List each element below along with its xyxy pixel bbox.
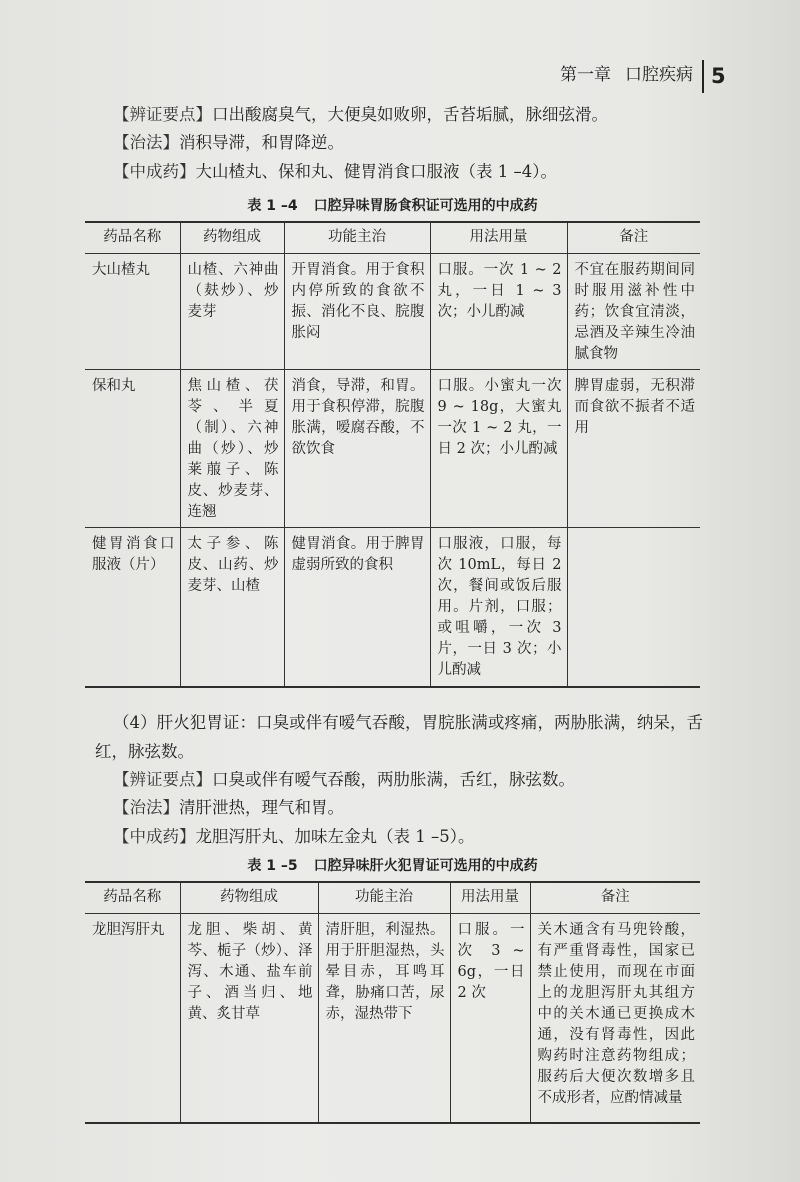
- usage-cell: 口服液，口服，每次 10mL，每日 2 次，餐间或饭后服用。片剂，口服；或咀嚼，一次 3 片，一日 3 次；小儿酌减: [430, 527, 567, 687]
- treatment-text: 清肝泄热，理气和胃。: [179, 798, 344, 818]
- column-header-usage: 用法用量: [430, 222, 567, 254]
- chapter-title: 口腔疾病: [625, 65, 693, 85]
- treatment-label: 【治法】: [113, 798, 179, 818]
- key-points-paragraph: [95, 766, 703, 794]
- key-points-paragraph: [95, 101, 703, 129]
- table-1-4: [85, 221, 700, 689]
- table-row: [85, 913, 700, 1123]
- medicines-text: 大山楂丸、保和丸、健胃消食口服液（表 1 –4）。: [195, 161, 557, 181]
- table-row: [85, 527, 700, 687]
- notes-cell: 关木通含有马兜铃酸，有严重肾毒性，国家已禁止使用，而现在市面上的龙胆泻肝丸其组方中的关木通已更换成木通，没有肾毒性，因此购药时注意药物组成；服药后大便次数增多且不成形者，应酌情减量: [530, 913, 700, 1123]
- indications-cell: 消食，导滞，和胃。用于食积停滞，脘腹胀满，嗳腐吞酸，不欲饮食: [284, 369, 430, 527]
- column-header-notes: 备注: [530, 882, 700, 914]
- table-number: 表 1 –5: [247, 857, 298, 874]
- key-points-label: 【辨证要点】: [113, 105, 212, 124]
- column-header-composition: 药物组成: [180, 222, 284, 254]
- column-header-composition: 药物组成: [180, 882, 318, 914]
- page-body: [92, 101, 704, 1124]
- syndrome-heading: （4）肝火犯胃证：: [113, 713, 257, 733]
- usage-cell: 口服。小蜜丸一次 9 ~ 18g，大蜜丸一次 1 ~ 2 丸，一日 2 次；小儿酌减: [430, 369, 567, 527]
- table-caption: [85, 856, 700, 876]
- key-points-text: 口出酸腐臭气，大便臭如败卵，舌苔垢腻，脉细弦滑。: [212, 105, 608, 124]
- indications-cell: 清肝胆，利湿热。用于肝胆湿热，头晕目赤，耳鸣耳聋，胁痛口苦，尿赤，湿热带下: [318, 913, 450, 1123]
- medicines-label: 【中成药】: [113, 826, 196, 846]
- table-title: 口腔异味胃肠食积证可选用的中成药: [313, 197, 538, 214]
- syndrome-description: 口臭或伴有嗳气吞酸，胃脘胀满或疼痛，两胁胀满，纳呆，舌红，脉弦数。: [95, 713, 704, 761]
- column-header-indications: 功能主治: [318, 882, 450, 914]
- chapter-number: 第一章: [560, 65, 611, 85]
- running-head: [560, 64, 693, 86]
- drug-name-cell: 大山楂丸: [85, 253, 180, 369]
- table-row: [85, 253, 700, 369]
- treatment-text: 消积导滞，和胃降逆。: [179, 133, 344, 153]
- usage-cell: 口服。一次 1 ~ 2 丸，一日 1 ~ 3 次；小儿酌减: [430, 253, 567, 369]
- liver-fire-section: [95, 709, 703, 850]
- column-header-drug-name: 药品名称: [85, 222, 180, 254]
- table-1-5: [85, 881, 700, 1125]
- drug-name-cell: 龙胆泻肝丸: [85, 913, 180, 1123]
- notes-cell: 不宜在服药期间同时服用滋补性中药；饮食宜清淡，忌酒及辛辣生冷油腻食物: [567, 253, 700, 369]
- treatment-paragraph: [95, 794, 703, 822]
- table-number: 表 1 –4: [247, 197, 298, 214]
- drug-name-cell: 健胃消食口服液（片）: [85, 527, 180, 687]
- column-header-drug-name: 药品名称: [85, 882, 180, 914]
- table-title: 口腔异味肝火犯胃证可选用的中成药: [313, 857, 538, 874]
- medicines-paragraph: [95, 158, 703, 186]
- column-header-indications: 功能主治: [284, 222, 430, 254]
- treatment-paragraph: [95, 129, 703, 157]
- column-header-usage: 用法用量: [450, 882, 530, 914]
- medicines-paragraph: [95, 823, 703, 851]
- indications-cell: 健胃消食。用于脾胃虚弱所致的食积: [284, 527, 430, 687]
- table-header-row: [85, 222, 700, 254]
- key-points-label: 【辨证要点】: [113, 769, 212, 789]
- syndrome-paragraph: [95, 709, 703, 766]
- drug-name-cell: 保和丸: [85, 369, 180, 527]
- composition-cell: 山楂、六神曲（麸炒）、炒麦芽: [180, 253, 284, 369]
- key-points-text: 口臭或伴有嗳气吞酸，两肋胀满，舌红，脉弦数。: [212, 769, 575, 789]
- composition-cell: 太子参、陈皮、山药、炒麦芽、山楂: [180, 527, 284, 687]
- medicines-label: 【中成药】: [113, 161, 196, 181]
- table-header-row: [85, 882, 700, 914]
- indications-cell: 开胃消食。用于食积内停所致的食欲不振、消化不良、脘腹胀闷: [284, 253, 430, 369]
- treatment-label: 【治法】: [113, 133, 179, 153]
- notes-cell: [567, 527, 700, 687]
- usage-cell: 口服。一次 3 ~ 6g，一日 2 次: [450, 913, 530, 1123]
- column-header-notes: 备注: [567, 222, 700, 254]
- table-caption: [85, 196, 700, 216]
- running-head-divider: [702, 60, 704, 93]
- composition-cell: 龙胆、柴胡、黄芩、栀子（炒）、泽泻、木通、盐车前子、酒当归、地黄、炙甘草: [180, 913, 318, 1123]
- medicines-text: 龙胆泻肝丸、加味左金丸（表 1 –5）。: [195, 826, 475, 846]
- notes-cell: 脾胃虚弱，无积滞而食欲不振者不适用: [567, 369, 700, 527]
- page-number: 5: [711, 64, 726, 88]
- table-row: [85, 369, 700, 527]
- composition-cell: 焦山楂、茯苓、半夏（制）、六神曲（炒）、炒莱菔子、陈皮、炒麦芽、连翘: [180, 369, 284, 527]
